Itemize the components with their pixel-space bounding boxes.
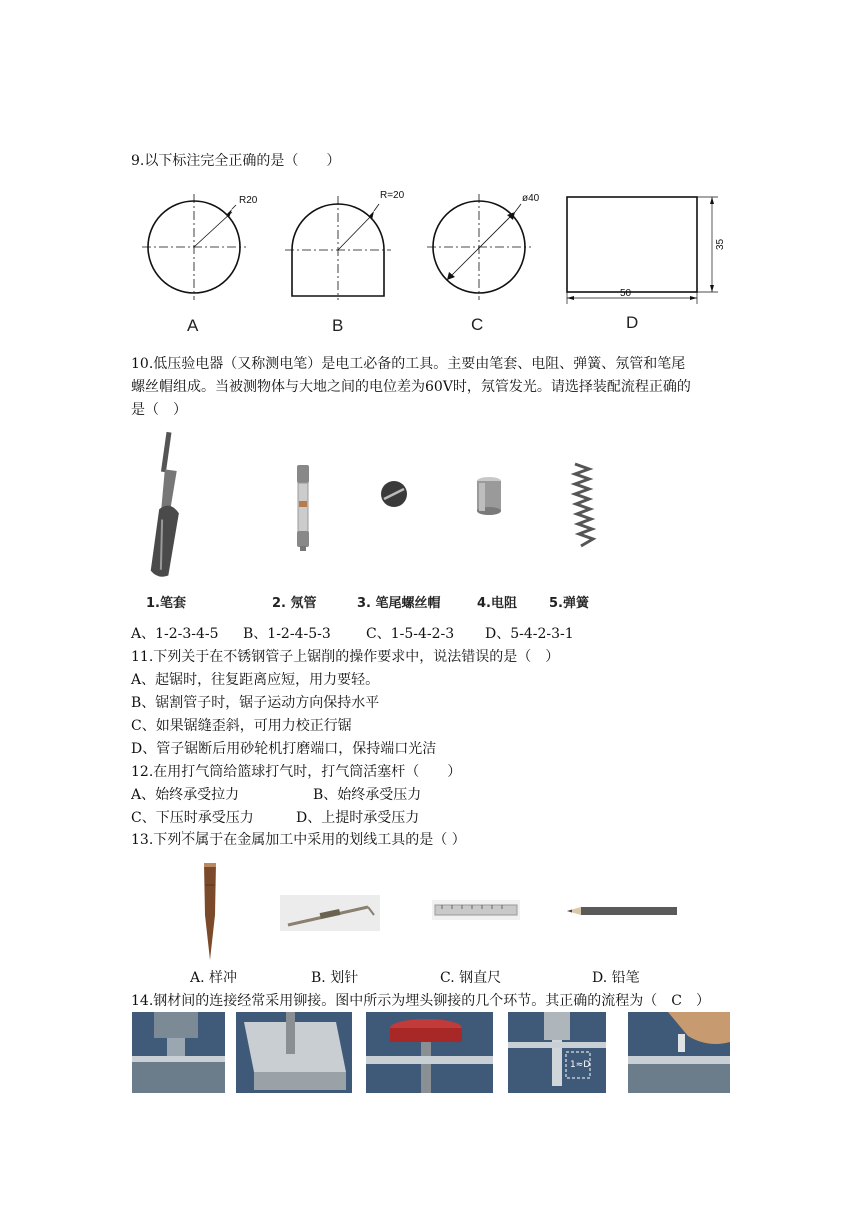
q11-stem: 11.下列关于在不锈钢管子上锯削的操作要求中，说法错误的是（ ） [131,649,560,665]
q9-figure-a [140,192,258,302]
rivet-step-photo-1 [132,1012,225,1093]
q9-figure-d [560,190,730,310]
q11-option-b[interactable]: B、锯割管子时，锯子运动方向保持水平 [131,695,380,711]
part-label-sleeve: 1.笔套 [146,596,186,611]
rivet-step-photo-3 [366,1012,493,1093]
q9-stem: 9.以下标注完全正确的是（ ） [131,153,341,169]
rivet-step-photo-2 [236,1012,352,1093]
q11-option-a[interactable]: A、起锯时，往复距离应短，用力要轻。 [131,672,380,688]
end-screw-cap-image [379,479,409,509]
q9-dim-c: ø40 [522,193,540,204]
neon-tube-image [288,465,318,555]
q9-label-a: A [187,316,199,335]
resistor-image [474,475,504,520]
steel-ruler-photo [432,900,520,920]
part-label-screw-cap: 3. 笔尾螺丝帽 [357,596,441,611]
q13-option-d[interactable]: D. 铅笔 [592,970,640,986]
pen-sleeve-image [140,430,200,580]
q9-dim-b: R=20 [380,190,405,201]
part-label-spring: 5.弹簧 [549,596,589,611]
q9-label-d: D [626,313,639,332]
q10-option-b[interactable]: B、1-2-4-5-3 [243,626,331,642]
q10-option-a[interactable]: A、1-2-3-4-5 [131,626,219,642]
q13-stem: 13.下列不属于 · · ·在金属加工中采用的划线工具的是（ ） [131,830,466,850]
scriber-photo [280,895,380,931]
q11-option-c[interactable]: C、如果锯缝歪斜，可用力校正行锯 [131,718,352,734]
countersink-image [366,1012,493,1093]
q9-label-b: B [332,316,344,335]
pencil-image [567,901,677,921]
q9-dim-a: R20 [239,195,258,206]
scriber-image [280,895,380,931]
q12-stem: 12.在用打气筒给篮球打气时，打气筒活塞杆（ ） [131,764,462,780]
rivet-insert-image [508,1012,606,1093]
q12-option-b[interactable]: B、始终承受压力 [313,787,422,803]
part-label-resistor: 4.电阻 [477,596,517,611]
q13-option-a[interactable]: A. 样冲 [190,970,238,986]
q12-options-row1 [131,785,422,805]
q9-label-c: C [471,315,484,334]
q10-stem-line3: 是（ ） [131,402,187,418]
q13-option-c[interactable]: C. 钢直尺 [440,970,502,986]
q10-stem-line2: 螺丝帽组成。当被测物体与大地之间的电位差为60V时，氖管发光。请选择装配流程正确的 [131,379,691,395]
rivet-step-photo-4 [508,1012,606,1093]
steel-ruler-image [432,900,520,920]
q10-option-c[interactable]: C、1-5-4-2-3 [366,626,455,642]
q10-option-d[interactable]: D、5-4-2-3-1 [485,626,574,642]
q9-dim-d-width: 50 [620,288,632,299]
q9-figure-c [425,192,540,302]
q12-option-d[interactable]: D、上提时承受压力 [296,810,420,826]
q14-stem: 14.钢材间的连接经常采用铆接。图中所示为埋头铆接的几个环节。其正确的流程为（ C ） [131,993,710,1009]
spring-image [563,460,603,555]
q10-stem-line1: 10.低压验电器（又称测电笔）是电工必备的工具。主要由笔套、电阻、弹簧、氖管和笔尾 [131,356,686,372]
rivet-hammer-image [628,1012,730,1093]
drill-hole-image [236,1012,352,1093]
rivet-step-photo-5 [628,1012,730,1093]
q13-emphasis: 不属于 · · · [181,832,223,848]
rivet-press-image [132,1012,225,1093]
q13-photo-strip [190,855,677,965]
part-label-neon-tube: 2. 氖管 [272,596,317,611]
q13-options [190,968,640,988]
q11-option-d[interactable]: D、管子锯断后用砂轮机打磨端口，保持端口光洁 [131,741,437,757]
q12-option-c[interactable]: C、下压时承受压力 [131,810,254,826]
q13-option-b[interactable]: B. 划针 [311,970,359,986]
q12-option-a[interactable]: A、始终承受拉力 [131,787,240,803]
q9-figure-b [285,190,405,302]
center-punch-image [190,855,230,965]
q9-dim-d-height: 35 [715,238,726,250]
rivet-dimension-label: 1≈D [570,1060,591,1070]
q10-options [131,624,574,644]
